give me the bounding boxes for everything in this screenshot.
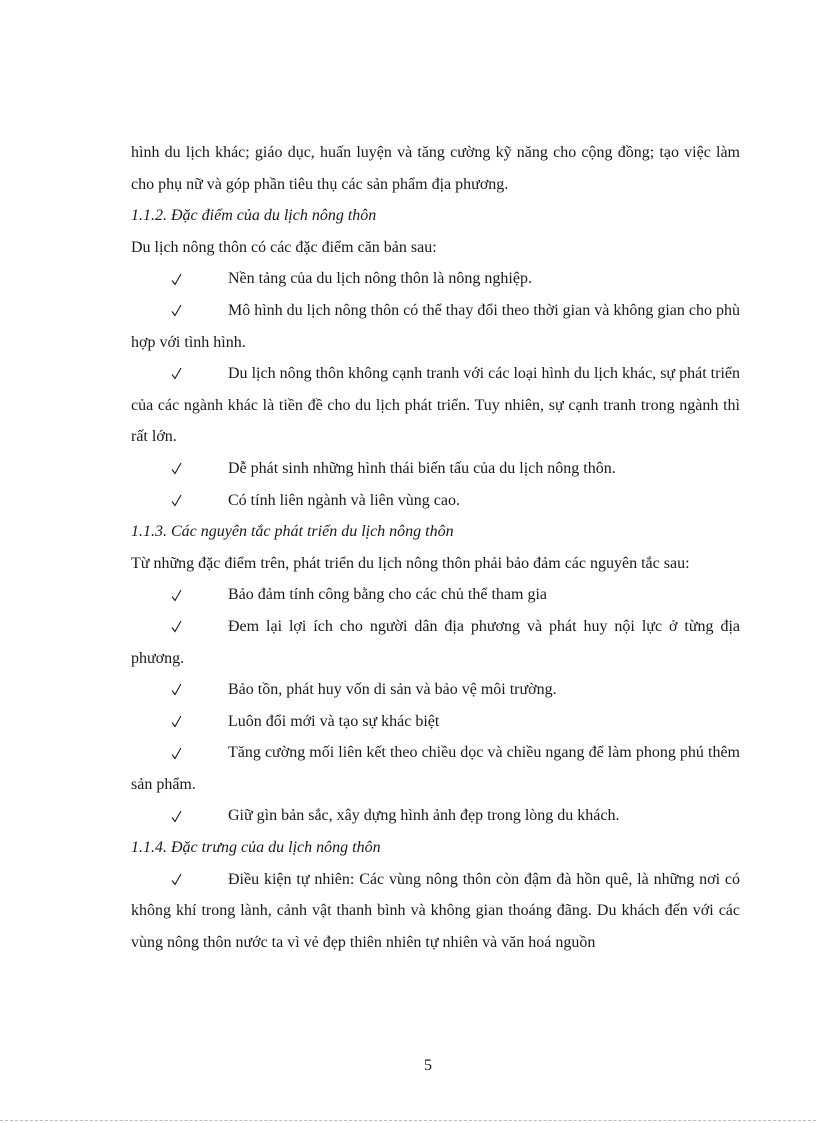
check-mark-icon: [169, 263, 183, 295]
list-item-text: Có tính liên ngành và liên vùng cao.: [228, 491, 460, 509]
list-item-text: Đem lại lợi ích cho người dân địa phương và phát huy nội lực ở từng địa phương.: [131, 617, 740, 667]
list-item: [131, 611, 740, 674]
section-lead-1-1-2: Du lịch nông thôn có các đặc điểm căn bản sau:: [131, 238, 437, 256]
list-item: [131, 800, 740, 832]
list-item-text: Giữ gìn bản sắc, xây dựng hình ảnh đẹp trong lòng du khách.: [228, 807, 620, 825]
list-item-text: Nền tảng của du lịch nông thôn là nông nghiệp.: [228, 270, 532, 288]
section-heading-1-1-3: 1.1.3. Các nguyên tắc phát triển du lịch nông thôn: [131, 523, 454, 541]
check-mark-icon: [169, 800, 183, 832]
page-bottom-divider: [0, 1120, 816, 1121]
list-item-text: Điều kiện tự nhiên: Các vùng nông thôn còn đậm đà hồn quê, là những nơi có không khí trong lành, cảnh vật thanh bình và không gian thoáng đãng. Du khách đến với các vùng nông thôn nước ta vì vẻ đẹp thiên nhiên tự nhiên và văn hoá nguồn: [131, 870, 740, 951]
check-mark-icon: [169, 358, 183, 390]
page-content: [131, 137, 740, 958]
list-item: [131, 674, 740, 706]
list-item: [131, 737, 740, 800]
check-mark-icon: [169, 674, 183, 706]
list-item-text: Du lịch nông thôn không cạnh tranh với các loại hình du lịch khác, sự phát triển của các ngành khác là tiền đề cho du lịch phát triển. Tuy nhiên, sự cạnh tranh trong ngành thì rất lớn.: [131, 365, 740, 446]
check-mark-icon: [169, 579, 183, 611]
section-heading-1-1-4: 1.1.4. Đặc trưng của du lịch nông thôn: [131, 839, 381, 857]
list-item: [131, 263, 740, 295]
check-mark-icon: [169, 737, 183, 769]
list-item-text: Dễ phát sinh những hình thái biến tấu của du lịch nông thôn.: [228, 459, 616, 477]
check-mark-icon: [169, 706, 183, 738]
check-mark-icon: [169, 453, 183, 485]
section-lead-1-1-3: Từ những đặc điểm trên, phát triển du lịch nông thôn phải bảo đảm các nguyên tắc sau:: [131, 554, 690, 572]
check-mark-icon: [169, 611, 183, 643]
list-item-text: Bảo tồn, phát huy vốn di sản và bảo vệ môi trường.: [228, 681, 557, 699]
list-item-text: Tăng cường mối liên kết theo chiều dọc và chiều ngang để làm phong phú thêm sản phẩm.: [131, 744, 740, 793]
intro-paragraph: hình du lịch khác; giáo dục, huấn luyện và tăng cường kỹ năng cho cộng đồng; tạo việc làm cho phụ nữ và góp phần tiêu thụ các sản phẩm địa phương.: [131, 144, 740, 193]
list-item: [131, 706, 740, 738]
list-item: [131, 485, 740, 517]
section-heading-1-1-2: 1.1.2. Đặc điểm của du lịch nông thôn: [131, 207, 377, 225]
list-item: [131, 864, 740, 959]
list-item-text: Luôn đổi mới và tạo sự khác biệt: [228, 712, 440, 730]
check-mark-icon: [169, 864, 183, 896]
page-number: 5: [424, 1057, 432, 1074]
list-item-text: Mô hình du lịch nông thôn có thể thay đổi theo thời gian và không gian cho phù hợp với tình hình.: [131, 301, 740, 351]
check-mark-icon: [169, 295, 183, 327]
list-item-text: Bảo đảm tính công bằng cho các chủ thể tham gia: [228, 586, 548, 604]
list-item: [131, 295, 740, 358]
list-item: [131, 453, 740, 485]
list-item: [131, 358, 740, 453]
check-mark-icon: [169, 485, 183, 517]
list-item: [131, 579, 740, 611]
